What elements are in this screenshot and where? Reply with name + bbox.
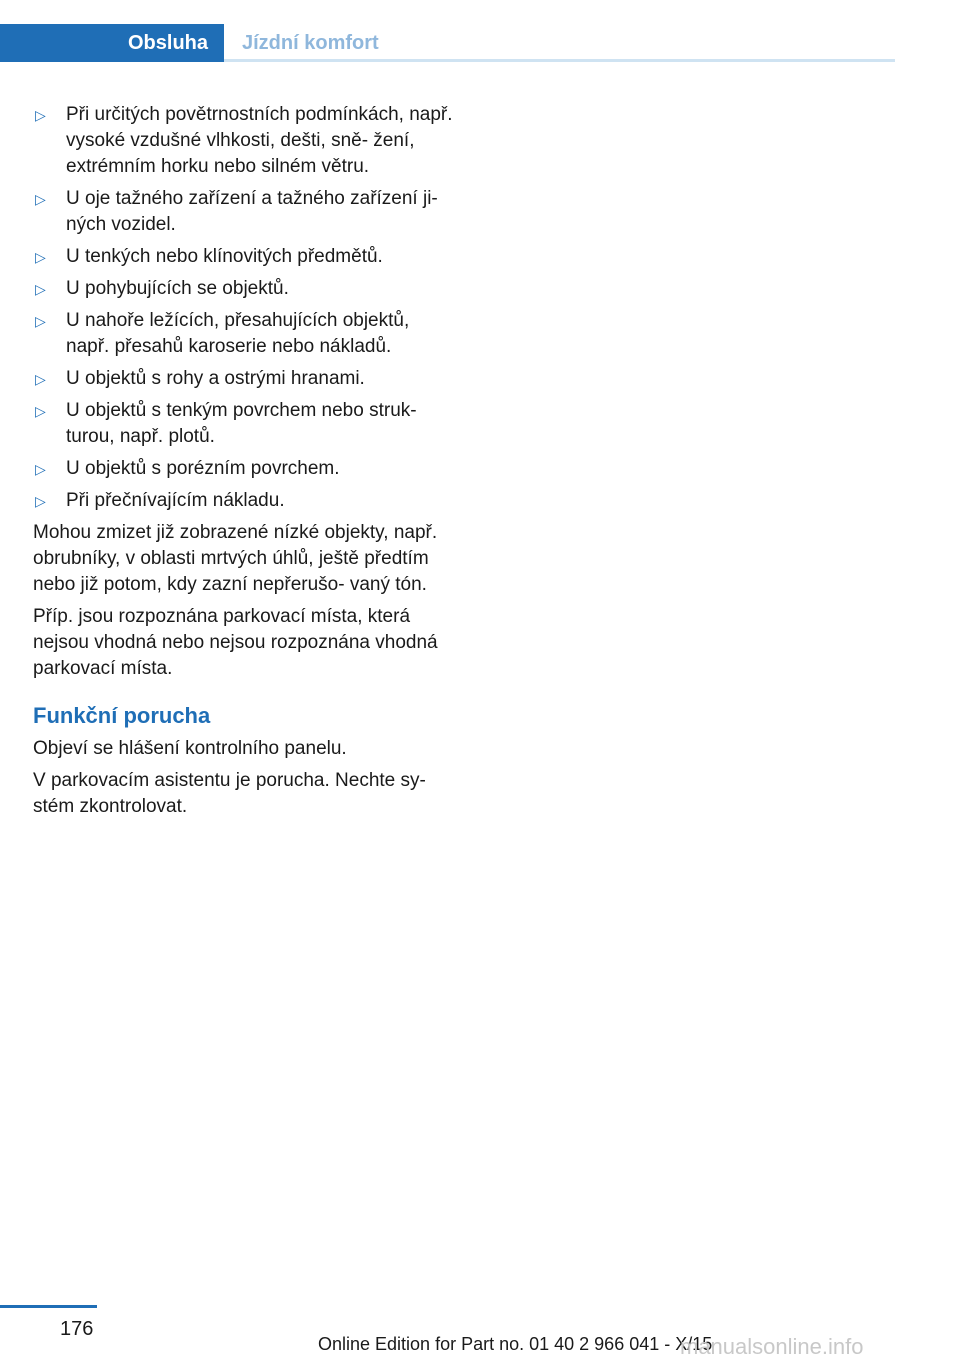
triangle-bullet-icon: ▷	[35, 249, 46, 265]
section-heading: Funkční porucha	[33, 703, 211, 728]
list-item-text: U objektů s tenkým povrchem nebo struk‐ turou, např. plotů.	[66, 400, 417, 447]
section-paragraph: Objeví se hlášení kontrolního panelu.	[33, 738, 347, 759]
triangle-bullet-icon: ▷	[35, 313, 46, 329]
triangle-bullet-icon: ▷	[35, 403, 46, 419]
body-paragraph: Příp. jsou rozpoznána parkovací místa, která nejsou vhodná nebo nejsou rozpoznána vhodná parkovací místa.	[33, 606, 438, 679]
watermark: manualsonline.info	[680, 1334, 864, 1359]
list-item	[33, 276, 453, 302]
triangle-bullet-icon: ▷	[35, 191, 46, 207]
page-header	[0, 0, 895, 62]
triangle-bullet-icon: ▷	[35, 281, 46, 297]
triangle-bullet-icon: ▷	[35, 107, 46, 123]
tab-obsluha-label[interactable]: Obsluha	[128, 32, 209, 54]
list-item	[33, 186, 453, 238]
triangle-bullet-icon: ▷	[35, 493, 46, 509]
list-item	[33, 488, 453, 514]
tab-jizdni-komfort-label[interactable]: Jízdní komfort	[242, 32, 379, 54]
list-item	[33, 398, 453, 450]
list-item	[33, 102, 453, 180]
list-item	[33, 456, 453, 482]
list-item-text: Při přečnívajícím nákladu.	[66, 490, 285, 511]
list-item-text: U nahoře ležících, přesahujících objektů, např. přesahů karoserie nebo nákladů.	[66, 310, 410, 357]
list-item	[33, 366, 453, 392]
list-item	[33, 244, 453, 270]
body-paragraph: Mohou zmizet již zobrazené nízké objekty, např. obrubníky, v oblasti mrtvých úhlů, ještě předtím nebo již potom, kdy zazní nepřerušo‐ vaný tón.	[33, 522, 438, 595]
list-item-text: U objektů s porézním povrchem.	[66, 458, 340, 479]
section-paragraph: V parkovacím asistentu je porucha. Nechte sy‐ stém zkontrolovat.	[33, 770, 426, 817]
triangle-bullet-icon: ▷	[35, 371, 46, 387]
list-item-text: U pohybujících se objektů.	[66, 278, 289, 299]
page-number: 176	[60, 1318, 94, 1340]
list-item-text: U objektů s rohy a ostrými hranami.	[66, 368, 365, 389]
list-item-text: Při určitých povětrnostních podmínkách, např. vysoké vzdušné vlhkosti, dešti, sně‐ žení, extrémním horku nebo silném větru.	[66, 104, 453, 177]
bullet-list	[33, 102, 453, 514]
list-item-text: U oje tažného zařízení a tažného zařízení ji‐ ných vozidel.	[66, 188, 438, 235]
page-content	[33, 102, 453, 826]
footer-divider	[0, 1305, 97, 1308]
list-item-text: U tenkých nebo klínovitých předmětů.	[66, 246, 383, 267]
edition-note: Online Edition for Part no. 01 40 2 966 041 - X/15	[318, 1334, 713, 1354]
triangle-bullet-icon: ▷	[35, 461, 46, 477]
list-item	[33, 308, 453, 360]
